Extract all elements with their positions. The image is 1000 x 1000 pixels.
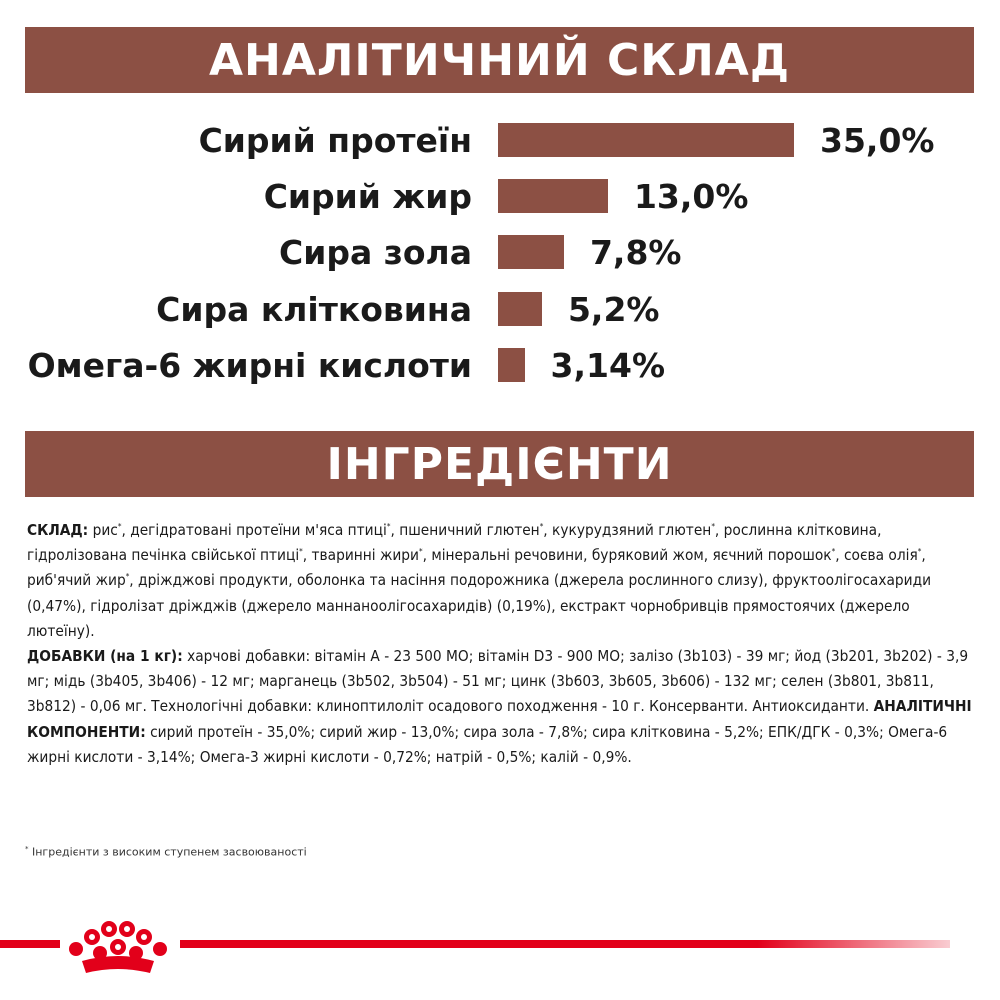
- composition-item: гідролізат дріжджів (джерело маннаноолігосахаридів) (0,19%): [90, 596, 552, 615]
- composition-item: соєва олія: [843, 546, 918, 565]
- composition-item: буряковий жом: [591, 546, 704, 565]
- components-label: АНАЛІТИЧНІ КОМПОНЕНТИ:: [27, 697, 972, 741]
- analysis-row: [0, 228, 1000, 278]
- composition-label: СКЛАД:: [27, 521, 89, 539]
- analysis-row-value: 3,14%: [550, 346, 666, 385]
- composition-item: гідролізована печінка свійської птиці: [27, 546, 300, 565]
- composition-item: рис: [92, 521, 118, 539]
- composition-item: кукурудзяний глютен: [552, 521, 712, 539]
- composition-item: дегідратовані протеїни м'яса птиці: [130, 521, 387, 539]
- composition-item: фруктоолігосахариди (0,47%): [27, 571, 932, 615]
- composition-item: яєчний порошок: [712, 546, 832, 565]
- composition-item: оболонка та насіння подорожника (джерела рослинного слизу): [297, 571, 764, 590]
- composition-item: риб'ячий жир: [27, 571, 126, 590]
- highly-digestible-star: *: [117, 521, 122, 531]
- analysis-row-label: Сирий жир: [263, 177, 472, 216]
- highly-digestible-star: *: [831, 547, 836, 557]
- composition-item: пшеничний глютен: [399, 521, 540, 539]
- composition-item: тваринні жири: [311, 546, 419, 565]
- composition-paragraph: [27, 518, 977, 644]
- analysis-row-value: 13,0%: [633, 177, 749, 216]
- analysis-row: [0, 285, 1000, 335]
- analysis-row-label: Сирий протеїн: [198, 121, 472, 160]
- analysis-row-bar: [498, 292, 542, 326]
- components-text: сирий протеїн - 35,0%; сирий жир - 13,0%; сира зола - 7,8%; сира клітковина - 5,2%; ЕПК/ДГК - 0,3%; Омега-6 жирні кислоти - 3,14%; Омега-3 жирні кислоти - 0,72%; натрій - 0,5%; калій - 0,9%.: [27, 722, 948, 766]
- analysis-row: [0, 116, 1000, 166]
- highly-digestible-star: *: [539, 521, 544, 531]
- highly-digestible-star: *: [711, 521, 715, 531]
- analysis-row-bar: [498, 179, 608, 213]
- analysis-title: АНАЛІТИЧНИЙ СКЛАД: [208, 34, 791, 86]
- highly-digestible-star: *: [125, 572, 130, 582]
- analysis-header: [25, 27, 974, 93]
- highly-digestible-star: *: [386, 521, 391, 531]
- footnote: [25, 845, 307, 859]
- highly-digestible-star: *: [299, 547, 303, 557]
- composition-item: дріжджові продукти: [138, 571, 289, 590]
- ingredients-title: ІНГРЕДІЄНТИ: [326, 438, 673, 490]
- analysis-row-label: Сира клітковина: [156, 290, 472, 329]
- analysis-row-value: 35,0%: [820, 121, 935, 160]
- analysis-row-value: 5,2%: [567, 290, 660, 329]
- analysis-row-bar: [498, 123, 794, 157]
- analysis-row-label: Омега-6 жирні кислоти: [27, 346, 472, 385]
- analysis-row-bar: [498, 235, 564, 269]
- composition-item: мінеральні речовини: [431, 546, 584, 565]
- footnote-text: Інгредієнти з високим ступенем засвоюваності: [32, 845, 307, 859]
- highly-digestible-star: *: [917, 547, 922, 557]
- highly-digestible-star: *: [418, 547, 423, 557]
- analysis-row-bar: [498, 348, 525, 382]
- brand-line-left: [0, 940, 60, 948]
- composition-item: екстракт чорнобривців прямостоячих (джерело лютеїну).: [27, 596, 910, 640]
- ingredients-header: [25, 431, 974, 497]
- composition-list: рис*, дегідратовані протеїни м'яса птиці*, пшеничний глютен*, кукурудзяний глютен*, рослинна клітковина, гідролізована печінка свійської птиці*, тваринні жири*, мінеральні речовини, буряковий жом, яєчний порошок*, соєва олія*, риб'ячий жир*, дріжджові продукти, оболонка та насіння подорожника (джерела рослинного слизу), фруктоолігосахариди (0,47%), гідролізат дріжджів (джерело маннаноолігосахаридів) (0,19%), екстракт чорнобривців прямостоячих (джерело лютеїну).: [27, 521, 932, 640]
- footnote-star: *: [25, 845, 29, 853]
- analysis-row: [0, 172, 1000, 222]
- additives-text: харчові добавки: вітамін A - 23 500 МО; вітамін D3 - 900 МО; залізо (3b103) - 39 мг; йод (3b201, 3b202) - 3,9 мг; мідь (3b405, 3b406) - 12 мг; марганець (3b502, 3b504) - 51 мг; цинк (3b603, 3b605, 3b606) - 132 мг; селен (3b801, 3b811, 3b812) - 0,06 мг. Технологічні добавки: клиноптилоліт осадового походження - 10 г. Консерванти. Антиоксиданти.: [27, 647, 969, 716]
- analysis-row-label: Сира зола: [278, 233, 472, 272]
- additives-paragraph: [27, 644, 977, 770]
- brand-line-right: [180, 940, 950, 948]
- additives-label: ДОБАВКИ (на 1 кг):: [27, 647, 183, 666]
- royal-canin-crown-icon: [62, 915, 174, 977]
- composition-item: рослинна клітковина: [723, 521, 878, 539]
- analysis-row-value: 7,8%: [589, 233, 682, 272]
- analysis-row: [0, 341, 1000, 391]
- ingredients-text: [27, 518, 977, 770]
